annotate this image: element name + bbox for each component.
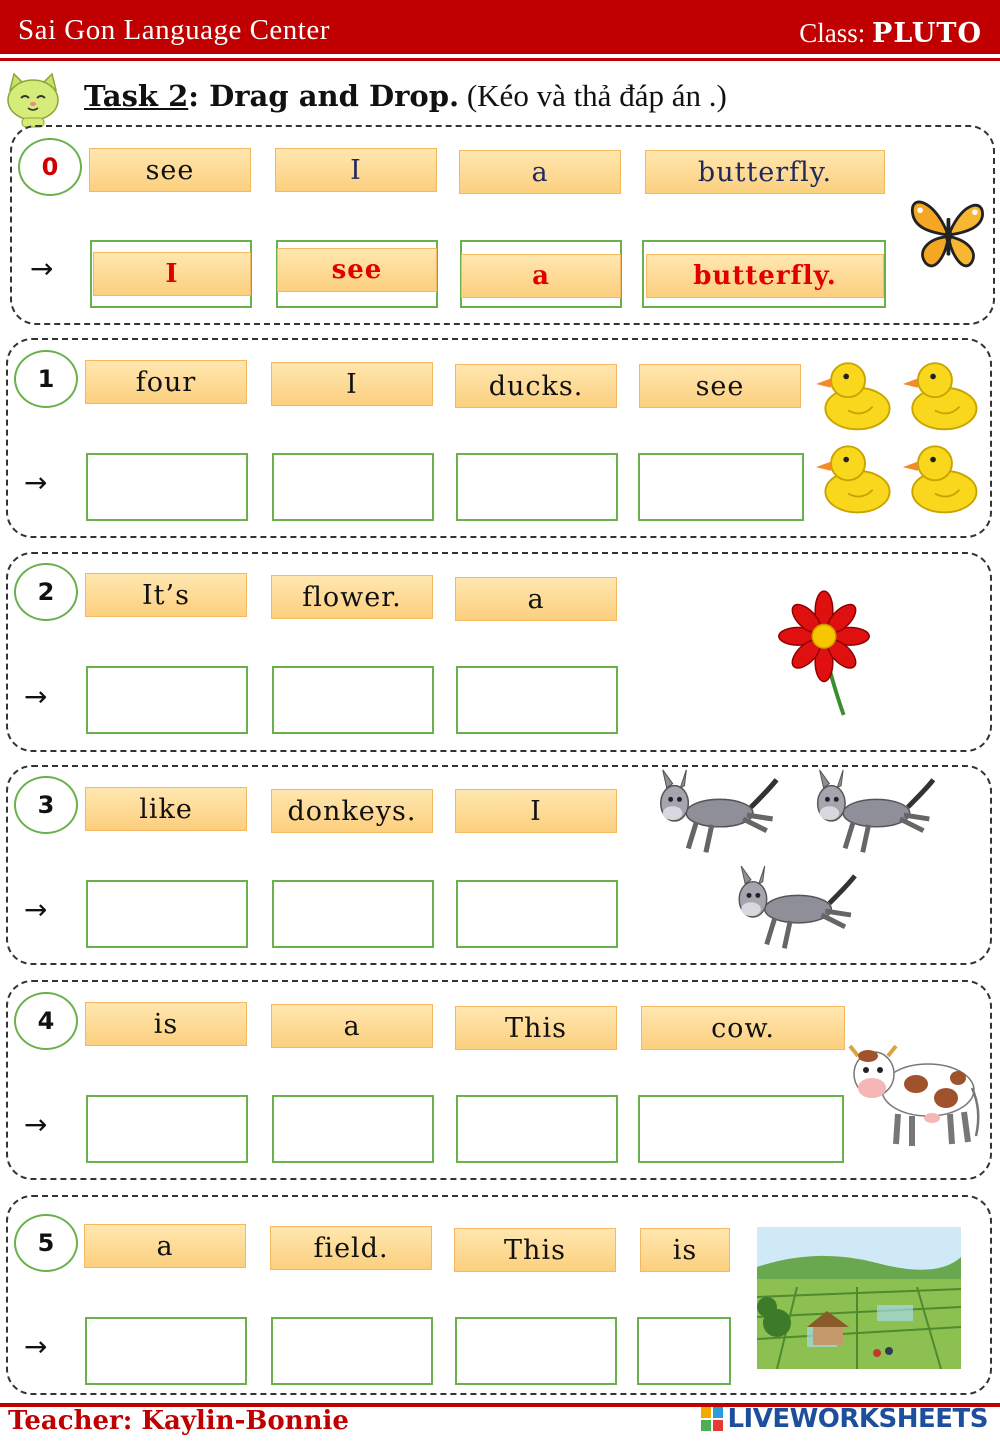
word-card[interactable]: cow. [641, 1006, 845, 1050]
answer-card[interactable]: butterfly. [646, 254, 884, 298]
word-card[interactable]: ducks. [455, 364, 617, 408]
word-card[interactable]: field. [270, 1226, 432, 1270]
drop-slot[interactable] [272, 666, 434, 734]
brand-name: LIVEWORKSHEETS [727, 1404, 988, 1434]
section-number: 3 [14, 776, 78, 834]
drop-slot[interactable] [85, 1317, 247, 1385]
cow-icon [846, 1040, 986, 1150]
arrow-icon: → [24, 1108, 48, 1141]
section-number: 2 [14, 563, 78, 621]
word-card[interactable]: is [85, 1002, 247, 1046]
drop-slot[interactable] [86, 453, 248, 521]
drop-slot[interactable] [638, 453, 804, 521]
word-card[interactable]: donkeys. [271, 789, 433, 833]
drop-slot[interactable] [456, 1095, 618, 1163]
butterfly-icon [905, 187, 990, 277]
drop-slot[interactable] [455, 1317, 617, 1385]
task-title [84, 78, 727, 114]
drop-slot[interactable] [271, 1317, 433, 1385]
word-card[interactable]: It’s [85, 573, 247, 617]
drop-slot[interactable] [456, 880, 618, 948]
word-card[interactable]: This [454, 1228, 616, 1272]
teacher-name: Teacher: Kaylin-Bonnie [8, 1406, 349, 1436]
drop-slot[interactable] [272, 1095, 434, 1163]
drop-slot[interactable] [272, 880, 434, 948]
word-card[interactable]: see [639, 364, 801, 408]
word-card[interactable]: a [459, 150, 621, 194]
drop-slot[interactable] [86, 1095, 248, 1163]
word-card[interactable]: I [455, 789, 617, 833]
word-card[interactable]: four [85, 360, 247, 404]
task-title-text: : Drag and Drop. [188, 79, 460, 113]
arrow-icon: → [24, 466, 48, 499]
drop-slot[interactable] [86, 880, 248, 948]
section-number: 4 [14, 992, 78, 1050]
word-card[interactable]: a [455, 577, 617, 621]
word-card[interactable]: butterfly. [645, 150, 885, 194]
drop-slot[interactable] [86, 666, 248, 734]
word-card[interactable]: a [84, 1224, 246, 1268]
word-card[interactable]: is [640, 1228, 730, 1272]
section-number: 0 [18, 138, 82, 196]
answer-card[interactable]: a [461, 254, 621, 298]
drop-slot[interactable] [637, 1317, 731, 1385]
drop-slot[interactable] [272, 453, 434, 521]
word-card[interactable]: This [455, 1006, 617, 1050]
liveworksheets-logo-icon [701, 1407, 723, 1431]
flower-icon [765, 588, 883, 718]
class-name: PLUTO [872, 18, 982, 49]
task-instruction: (Kéo và thả đáp án .) [459, 78, 727, 113]
answer-card[interactable]: I [93, 252, 251, 296]
cat-mascot-icon [4, 70, 62, 128]
section-number: 1 [14, 350, 78, 408]
drop-slot[interactable] [456, 453, 618, 521]
center-name: Sai Gon Language Center [18, 14, 330, 46]
word-card[interactable]: flower. [271, 575, 433, 619]
arrow-icon: → [24, 893, 48, 926]
section-number: 5 [14, 1214, 78, 1272]
word-card[interactable]: like [85, 787, 247, 831]
liveworksheets-logo[interactable] [701, 1404, 988, 1434]
donkey-icon [650, 768, 950, 964]
arrow-icon: → [24, 680, 48, 713]
answer-card[interactable]: see [277, 248, 437, 292]
arrow-icon: → [24, 1330, 48, 1363]
field-landscape-icon [757, 1227, 961, 1369]
task-label: Task 2 [84, 79, 189, 113]
word-card[interactable]: I [275, 148, 437, 192]
header-bar [0, 0, 1000, 58]
duck-icon [810, 350, 990, 520]
drop-slot[interactable] [456, 666, 618, 734]
word-card[interactable]: I [271, 362, 433, 406]
arrow-icon: → [30, 252, 54, 285]
drop-slot[interactable] [638, 1095, 844, 1163]
word-card[interactable]: see [89, 148, 251, 192]
word-card[interactable]: a [271, 1004, 433, 1048]
class-label: Class: PLUTO [799, 18, 982, 49]
